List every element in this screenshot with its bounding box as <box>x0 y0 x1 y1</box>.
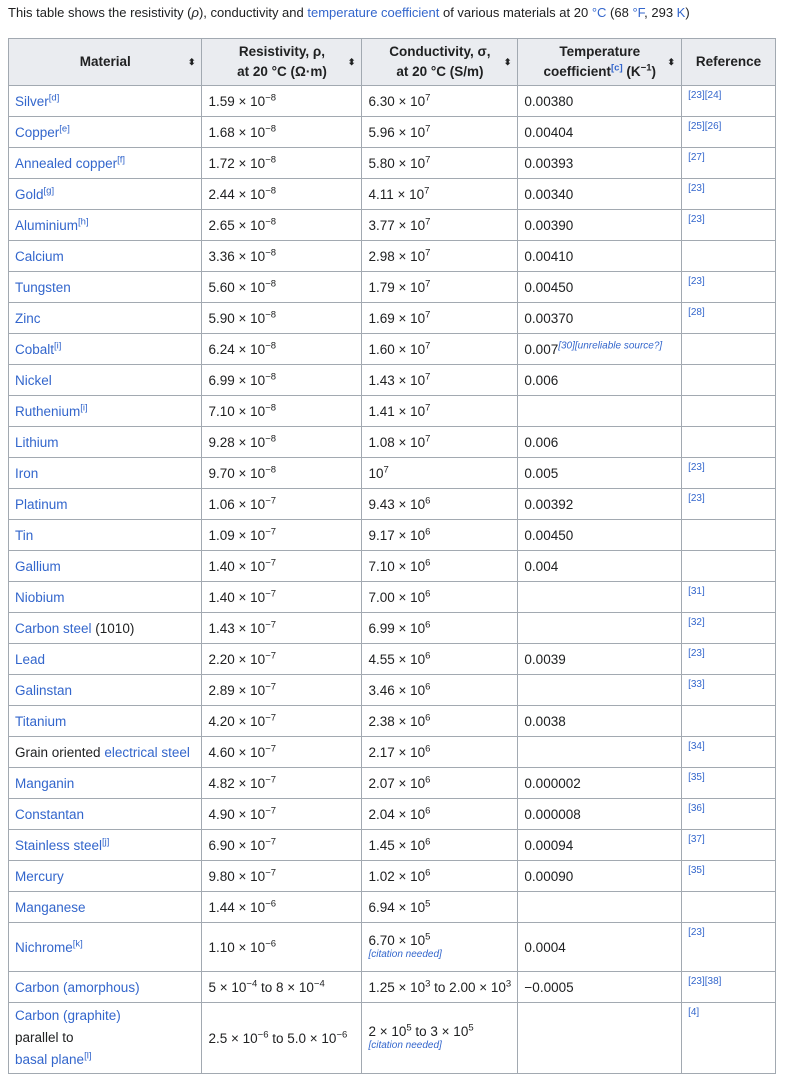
resistivity-cell: $1.09 \times 10^{-7}$ <box>202 520 362 551</box>
material-cell: Grain oriented electrical steel <box>9 737 202 768</box>
conductivity-cell: $9.43 \times 10^6$ <box>362 489 518 520</box>
footnote-link[interactable]: [f] <box>117 154 126 165</box>
reference-cell[interactable]: [23][24] <box>682 86 776 117</box>
reference-cell[interactable]: [23] <box>682 272 776 303</box>
table-row <box>9 830 776 861</box>
temp-coefficient-cell: 0.007[30][unreliable source?] <box>518 334 682 365</box>
material-cell <box>9 334 202 365</box>
resistivity-cell: $5 \times 10^{-4}$ to $8 \times 10^{-4}$ <box>202 972 362 1003</box>
temp-coefficient-cell <box>518 892 682 923</box>
material-cell <box>9 86 202 117</box>
conductivity-cell: $2.04 \times 10^6$ <box>362 799 518 830</box>
table-row <box>9 458 776 489</box>
material-link[interactable]: Aluminium <box>15 217 79 233</box>
table-row-carbon-amorphous <box>9 972 776 1003</box>
reference-cell[interactable] <box>682 396 776 427</box>
material-link[interactable]: Niobium <box>15 589 65 605</box>
temp-coefficient-cell: 0.00410 <box>518 241 682 272</box>
conductivity-cell: $1.25 \times 10^3$ to $2.00 \times 10^3$ <box>362 972 518 1003</box>
table-row <box>9 675 776 706</box>
conductivity-cell: $9.17 \times 10^6$ <box>362 520 518 551</box>
table-row <box>9 334 776 365</box>
material-link[interactable]: Gold <box>15 186 44 202</box>
conductivity-cell: $2 \times 10^5$ to $3 \times 10^5$ [citation needed] <box>362 1003 518 1074</box>
material-link[interactable]: Copper <box>15 124 60 140</box>
conductivity-cell: $6.70 \times 10^5$ [citation needed] <box>362 923 518 972</box>
resistivity-cell: $4.82 \times 10^{-7}$ <box>202 768 362 799</box>
material-cell <box>9 396 202 427</box>
reference-cell[interactable] <box>682 892 776 923</box>
sort-icon[interactable]: ⬍ <box>187 57 196 67</box>
conductivity-cell: $2.98 \times 10^7$ <box>362 241 518 272</box>
material-cell <box>9 520 202 551</box>
conductivity-cell: $1.45 \times 10^6$ <box>362 830 518 861</box>
temp-coefficient-cell <box>518 582 682 613</box>
material-cell <box>9 799 202 830</box>
table-row <box>9 799 776 830</box>
conductivity-cell: $1.79 \times 10^7$ <box>362 272 518 303</box>
reference-cell[interactable] <box>682 427 776 458</box>
resistivity-cell: $9.80 \times 10^{-7}$ <box>202 861 362 892</box>
resistivity-cell: $9.28 \times 10^{-8}$ <box>202 427 362 458</box>
material-link[interactable]: Silver <box>15 93 49 109</box>
resistivity-cell: $2.65 \times 10^{-8}$ <box>202 210 362 241</box>
table-row <box>9 768 776 799</box>
resistivity-cell: $2.5 \times 10^{-6}$ to $5.0 \times 10^{-6}$ <box>202 1003 362 1074</box>
material-link[interactable]: electrical steel <box>104 744 190 760</box>
material-cell <box>9 117 202 148</box>
material-link[interactable]: Titanium <box>15 713 67 729</box>
material-link[interactable]: Tin <box>15 527 34 543</box>
conductivity-cell: $4.11 \times 10^7$ <box>362 179 518 210</box>
reference-cell[interactable] <box>682 241 776 272</box>
temp-coefficient-cell: 0.00094 <box>518 830 682 861</box>
reference-cell[interactable]: [23] <box>682 489 776 520</box>
resistivity-cell: $4.60 \times 10^{-7}$ <box>202 737 362 768</box>
material-link[interactable]: Iron <box>15 465 39 481</box>
temp-coefficient-cell: 0.000002 <box>518 768 682 799</box>
conductivity-cell: $3.46 \times 10^6$ <box>362 675 518 706</box>
reference-cell[interactable]: [23][38] <box>682 972 776 1003</box>
conductivity-cell: $1.69 \times 10^7$ <box>362 303 518 334</box>
reference-cell[interactable] <box>682 551 776 582</box>
temp-coefficient-cell: 0.00340 <box>518 179 682 210</box>
table-row <box>9 179 776 210</box>
material-cell <box>9 303 202 334</box>
conductivity-cell: $10^7$ <box>362 458 518 489</box>
reference-cell[interactable]: [23] <box>682 179 776 210</box>
table-row-carbon-graphite: Carbon (graphite) parallel to basal plane[l] $2.5 \times 10^{-6}$ to $5.0 \times 10^{-6}$ $2 \times 10^5$ to $3 \times 10^5$ [citation needed] [4] <box>9 1003 776 1074</box>
table-row <box>9 117 776 148</box>
material-link[interactable]: basal plane <box>15 1052 85 1067</box>
material-link[interactable]: Lead <box>15 651 46 667</box>
table-row-nichrome: Nichrome[k] $1.10 \times 10^{-6}$ $6.70 \times 10^5$ [citation needed] 0.0004 [23] <box>9 923 776 972</box>
temp-coefficient-cell: 0.00450 <box>518 272 682 303</box>
table-row <box>9 613 776 644</box>
reference-cell[interactable]: [31] <box>682 582 776 613</box>
resistivity-table <box>8 38 776 1074</box>
conductivity-cell: $5.80 \times 10^7$ <box>362 148 518 179</box>
citation-link[interactable]: [30][unreliable source?] <box>558 340 663 351</box>
resistivity-cell: $4.20 \times 10^{-7}$ <box>202 706 362 737</box>
header-resistivity[interactable]: Resistivity, ρ, at 20 °C (Ω·m) ⬍ <box>202 39 362 86</box>
link-temperature-coefficient[interactable]: temperature coefficient <box>307 5 440 20</box>
reference-cell[interactable]: [23] <box>682 644 776 675</box>
material-cell <box>9 458 202 489</box>
table-row <box>9 489 776 520</box>
table-row <box>9 644 776 675</box>
sort-icon[interactable]: ⬍ <box>347 57 356 67</box>
conductivity-cell: $2.07 \times 10^6$ <box>362 768 518 799</box>
temp-coefficient-cell: 0.00390 <box>518 210 682 241</box>
reference-cell[interactable]: [28] <box>682 303 776 334</box>
conductivity-cell: $1.08 \times 10^7$ <box>362 427 518 458</box>
reference-cell[interactable]: [25][26] <box>682 117 776 148</box>
temp-coefficient-cell: 0.0004 <box>518 923 682 972</box>
material-link[interactable]: Calcium <box>15 248 64 264</box>
resistivity-cell: $1.68 \times 10^{-8}$ <box>202 117 362 148</box>
temp-coefficient-cell: 0.00450 <box>518 520 682 551</box>
conductivity-cell: $6.99 \times 10^6$ <box>362 613 518 644</box>
temp-coefficient-cell: 0.00404 <box>518 117 682 148</box>
table-row <box>9 210 776 241</box>
material-link[interactable]: Zinc <box>15 310 41 326</box>
table-row <box>9 148 776 179</box>
material-link[interactable]: Annealed copper <box>15 155 118 171</box>
reference-cell[interactable]: [34] <box>682 737 776 768</box>
resistivity-cell: $1.06 \times 10^{-7}$ <box>202 489 362 520</box>
table-row <box>9 365 776 396</box>
resistivity-cell: $9.70 \times 10^{-8}$ <box>202 458 362 489</box>
temp-coefficient-cell <box>518 737 682 768</box>
material-cell <box>9 582 202 613</box>
reference-cell[interactable] <box>682 365 776 396</box>
header-conductivity[interactable]: Conductivity, σ, at 20 °C (S/m) ⬍ <box>362 39 518 86</box>
conductivity-cell: $1.41 \times 10^7$ <box>362 396 518 427</box>
material-cell <box>9 892 202 923</box>
material-link[interactable]: Lithium <box>15 434 59 450</box>
material-cell <box>9 179 202 210</box>
material-cell <box>9 644 202 675</box>
table-row <box>9 861 776 892</box>
temp-coefficient-cell <box>518 613 682 644</box>
resistivity-cell: $2.44 \times 10^{-8}$ <box>202 179 362 210</box>
reference-cell[interactable]: [23] <box>682 210 776 241</box>
temp-coefficient-cell: 0.00392 <box>518 489 682 520</box>
footnote-link[interactable]: [e] <box>59 123 70 134</box>
table-row <box>9 706 776 737</box>
reference-cell[interactable]: [35] <box>682 768 776 799</box>
table-row <box>9 892 776 923</box>
material-cell <box>9 241 202 272</box>
conductivity-cell: $4.55 \times 10^6$ <box>362 644 518 675</box>
material-link[interactable]: Cobalt <box>15 341 55 357</box>
material-link[interactable]: Nickel <box>15 372 52 388</box>
header-temperature-coefficient[interactable]: Temperature coefficient[c] $(K^{-1})$ ⬍ <box>518 39 682 86</box>
material-link[interactable]: Galinstan <box>15 682 73 698</box>
reference-cell[interactable]: [23] <box>682 923 776 972</box>
conductivity-cell: $2.38 \times 10^6$ <box>362 706 518 737</box>
material-cell <box>9 427 202 458</box>
resistivity-cell: $3.36 \times 10^{-8}$ <box>202 241 362 272</box>
resistivity-cell: $2.20 \times 10^{-7}$ <box>202 644 362 675</box>
resistivity-cell: $1.43 \times 10^{-7}$ <box>202 613 362 644</box>
temp-coefficient-cell <box>518 396 682 427</box>
table-row <box>9 520 776 551</box>
sort-icon[interactable]: ⬍ <box>667 57 676 67</box>
temp-coefficient-cell: 0.00370 <box>518 303 682 334</box>
conductivity-cell: $2.17 \times 10^6$ <box>362 737 518 768</box>
table-row <box>9 241 776 272</box>
material-cell <box>9 551 202 582</box>
footnote-link[interactable]: [j] <box>102 836 110 847</box>
material-cell <box>9 272 202 303</box>
table-row <box>9 86 776 117</box>
conductivity-cell: $1.43 \times 10^7$ <box>362 365 518 396</box>
header-reference: Reference <box>682 39 776 86</box>
material-cell <box>9 706 202 737</box>
temp-coefficient-cell: 0.00393 <box>518 148 682 179</box>
material-link[interactable]: Manganin <box>15 775 75 791</box>
link-fahrenheit[interactable]: °F <box>632 5 645 20</box>
table-row <box>9 551 776 582</box>
reference-cell[interactable]: [4] <box>682 1003 776 1074</box>
material-link[interactable]: Gallium <box>15 558 61 574</box>
temp-coefficient-cell <box>518 675 682 706</box>
temp-coefficient-cell: 0.000008 <box>518 799 682 830</box>
material-link[interactable]: Carbon (amorphous) <box>15 979 140 995</box>
resistivity-cell: $4.90 \times 10^{-7}$ <box>202 799 362 830</box>
conductivity-cell: $1.02 \times 10^6$ <box>362 861 518 892</box>
temp-coefficient-cell: −0.0005 <box>518 972 682 1003</box>
resistivity-cell: $5.90 \times 10^{-8}$ <box>202 303 362 334</box>
material-cell <box>9 148 202 179</box>
material-link[interactable]: Tungsten <box>15 279 71 295</box>
material-cell <box>9 489 202 520</box>
conductivity-cell: $1.60 \times 10^7$ <box>362 334 518 365</box>
table-row <box>9 272 776 303</box>
conductivity-cell: $5.96 \times 10^7$ <box>362 117 518 148</box>
material-link[interactable]: Carbon steel <box>15 620 92 636</box>
conductivity-cell: $7.10 \times 10^6$ <box>362 551 518 582</box>
resistivity-cell: $5.60 \times 10^{-8}$ <box>202 272 362 303</box>
link-kelvin[interactable]: K <box>676 5 686 20</box>
material-link[interactable]: Manganese <box>15 899 86 915</box>
temp-coefficient-cell: 0.00090 <box>518 861 682 892</box>
resistivity-cell: $1.40 \times 10^{-7}$ <box>202 551 362 582</box>
reference-cell[interactable] <box>682 334 776 365</box>
link-celsius[interactable]: °C <box>591 5 607 20</box>
material-cell <box>9 861 202 892</box>
temp-coefficient-cell: 0.005 <box>518 458 682 489</box>
material-cell <box>9 830 202 861</box>
resistivity-cell: $1.10 \times 10^{-6}$ <box>202 923 362 972</box>
reference-cell[interactable]: [36] <box>682 799 776 830</box>
temp-coefficient-cell: 0.006 <box>518 365 682 396</box>
resistivity-cell: $2.89 \times 10^{-7}$ <box>202 675 362 706</box>
temp-coefficient-cell: 0.004 <box>518 551 682 582</box>
table-header-row <box>9 39 776 86</box>
reference-cell[interactable] <box>682 520 776 551</box>
table-row <box>9 303 776 334</box>
material-link[interactable]: Mercury <box>15 868 64 884</box>
resistivity-cell: $1.72 \times 10^{-8}$ <box>202 148 362 179</box>
footnote-link[interactable]: [i] <box>54 340 62 351</box>
temp-coefficient-cell: 0.00380 <box>518 86 682 117</box>
reference-cell[interactable]: [32] <box>682 613 776 644</box>
reference-cell[interactable]: [35] <box>682 861 776 892</box>
material-cell <box>9 675 202 706</box>
footnote-link[interactable]: [i] <box>80 402 88 413</box>
material-link[interactable]: Nichrome <box>15 939 73 955</box>
header-material[interactable]: Material ⬍ <box>9 39 202 86</box>
reference-cell[interactable] <box>682 706 776 737</box>
table-row <box>9 427 776 458</box>
resistivity-cell: $1.44 \times 10^{-6}$ <box>202 892 362 923</box>
reference-cell[interactable]: [23] <box>682 458 776 489</box>
conductivity-cell: $3.77 \times 10^7$ <box>362 210 518 241</box>
footnote-link[interactable]: [d] <box>48 92 60 103</box>
sort-icon[interactable]: ⬍ <box>503 57 512 67</box>
material-cell: Carbon steel (1010) <box>9 613 202 644</box>
material-link[interactable]: Carbon (graphite) <box>15 1008 121 1023</box>
intro-text: This table shows the resistivity (ρ), conductivity and temperature coefficient of various materials at 20 °C (68 °F, 293 K) <box>8 5 690 20</box>
resistivity-cell: $7.10 \times 10^{-8}$ <box>202 396 362 427</box>
resistivity-cell: $6.99 \times 10^{-8}$ <box>202 365 362 396</box>
material-link[interactable]: Stainless steel <box>15 837 103 853</box>
table-row <box>9 737 776 768</box>
conductivity-cell: $6.30 \times 10^7$ <box>362 86 518 117</box>
material-link[interactable]: Ruthenium <box>15 403 81 419</box>
conductivity-cell: $6.94 \times 10^5$ <box>362 892 518 923</box>
material-cell <box>9 365 202 396</box>
resistivity-cell: $6.24 \times 10^{-8}$ <box>202 334 362 365</box>
reference-cell[interactable]: [33] <box>682 675 776 706</box>
table-row <box>9 396 776 427</box>
resistivity-cell: $6.90 \times 10^{-7}$ <box>202 830 362 861</box>
material-cell <box>9 210 202 241</box>
resistivity-cell: $1.59 \times 10^{-8}$ <box>202 86 362 117</box>
temp-coefficient-cell <box>518 1003 682 1074</box>
conductivity-cell: $7.00 \times 10^6$ <box>362 582 518 613</box>
temp-coefficient-cell: 0.0039 <box>518 644 682 675</box>
material-link[interactable]: Constantan <box>15 806 85 822</box>
reference-cell[interactable]: [27] <box>682 148 776 179</box>
footnote-link[interactable]: [h] <box>78 216 89 227</box>
temp-coefficient-cell: 0.006 <box>518 427 682 458</box>
resistivity-cell: $1.40 \times 10^{-7}$ <box>202 582 362 613</box>
material-cell <box>9 768 202 799</box>
material-link[interactable]: Platinum <box>15 496 68 512</box>
footnote-link[interactable]: [g] <box>43 185 55 196</box>
temp-coefficient-cell: 0.0038 <box>518 706 682 737</box>
reference-cell[interactable]: [37] <box>682 830 776 861</box>
table-row <box>9 582 776 613</box>
